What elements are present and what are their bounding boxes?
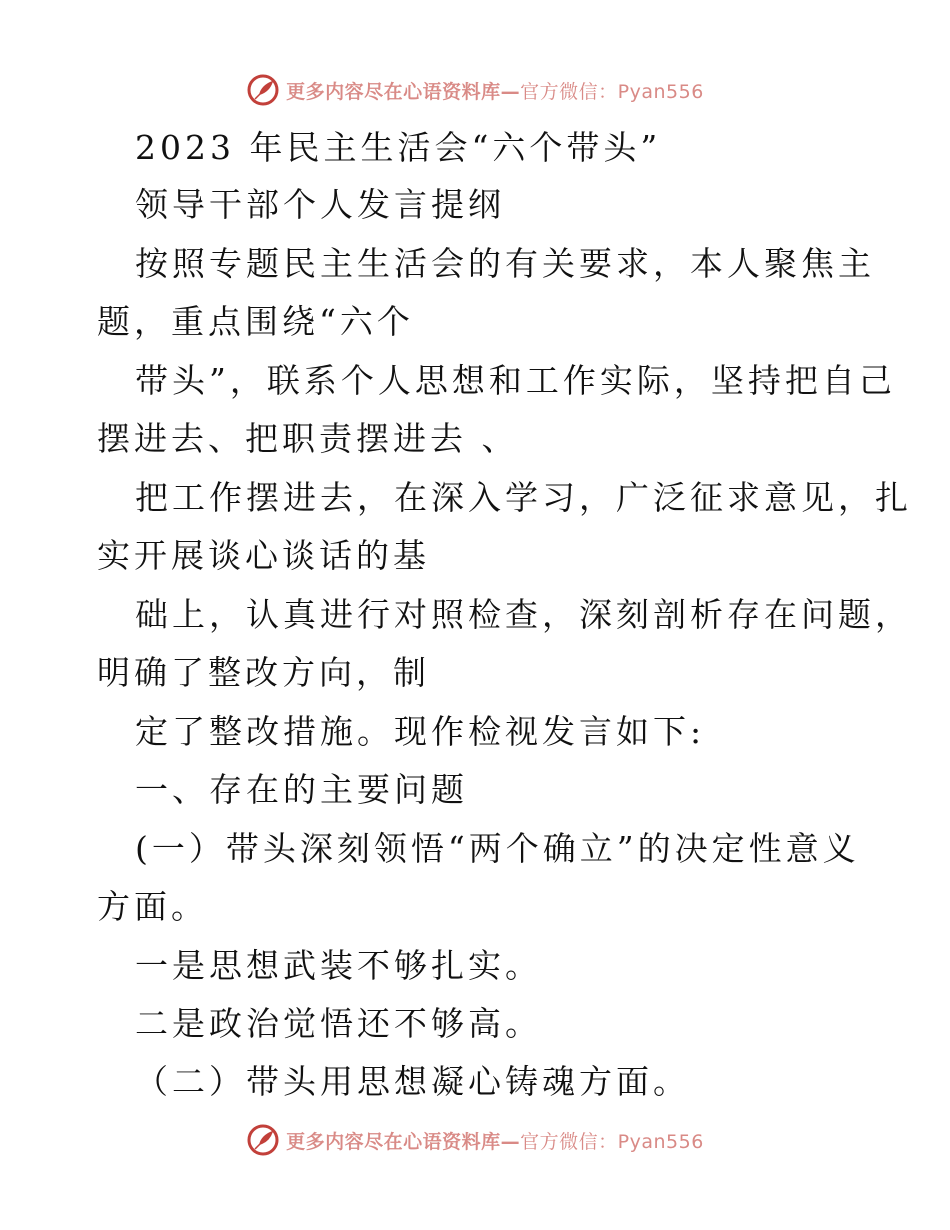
watermark-text [286,77,704,104]
footer-watermark [0,1120,950,1160]
paragraph-3-line-2: 实开展谈心谈话的基 [97,536,430,575]
section-heading-1: 一、存在的主要问题 [135,770,468,809]
header-watermark [0,70,950,110]
title-line-1: 2023 年民主生活会“六个带头” [135,128,662,167]
paragraph-1-line-1: 按照专题民主生活会的有关要求，本人聚焦主 [135,244,875,283]
subsection-2: （二）带头用思想凝心铸魂方面。 [135,1062,690,1101]
paragraph-2-line-1: 带头”，联系个人思想和工作实际，坚持把自己 [135,361,896,400]
feather-circle-logo-icon [246,73,280,107]
paragraph-5: 定了整改措施。现作检视发言如下: [135,712,706,751]
watermark-text [286,1127,704,1154]
subsection-1-line-1: (一）带头深刻领悟“两个确立”的决定性意义 [135,829,860,868]
paragraph-2-line-2: 摆进去、把职责摆进去 、 [97,419,519,458]
watermark-main: 更多内容尽在心语资料库— [286,80,521,103]
paragraph-3-line-1: 把工作摆进去，在深入学习，广泛征求意见，扎 [135,478,912,517]
watermark-main: 更多内容尽在心语资料库— [286,1130,521,1153]
item-1: 一是思想武装不够扎实。 [135,946,542,985]
item-2: 二是政治觉悟还不够高。 [135,1004,542,1043]
watermark-wechat: 官方微信：Pyan556 [520,1130,704,1153]
watermark-wechat: 官方微信：Pyan556 [520,80,704,103]
paragraph-4-line-1: 础上，认真进行对照检查，深刻剖析存在问题， [135,595,912,634]
paragraph-4-line-2: 明确了整改方向，制 [97,653,430,692]
feather-circle-logo-icon [246,1123,280,1157]
title-line-2: 领导干部个人发言提纲 [135,185,505,224]
subsection-1-line-2: 方面。 [97,887,208,926]
paragraph-1-line-2: 题，重点围绕“六个 [97,302,414,341]
